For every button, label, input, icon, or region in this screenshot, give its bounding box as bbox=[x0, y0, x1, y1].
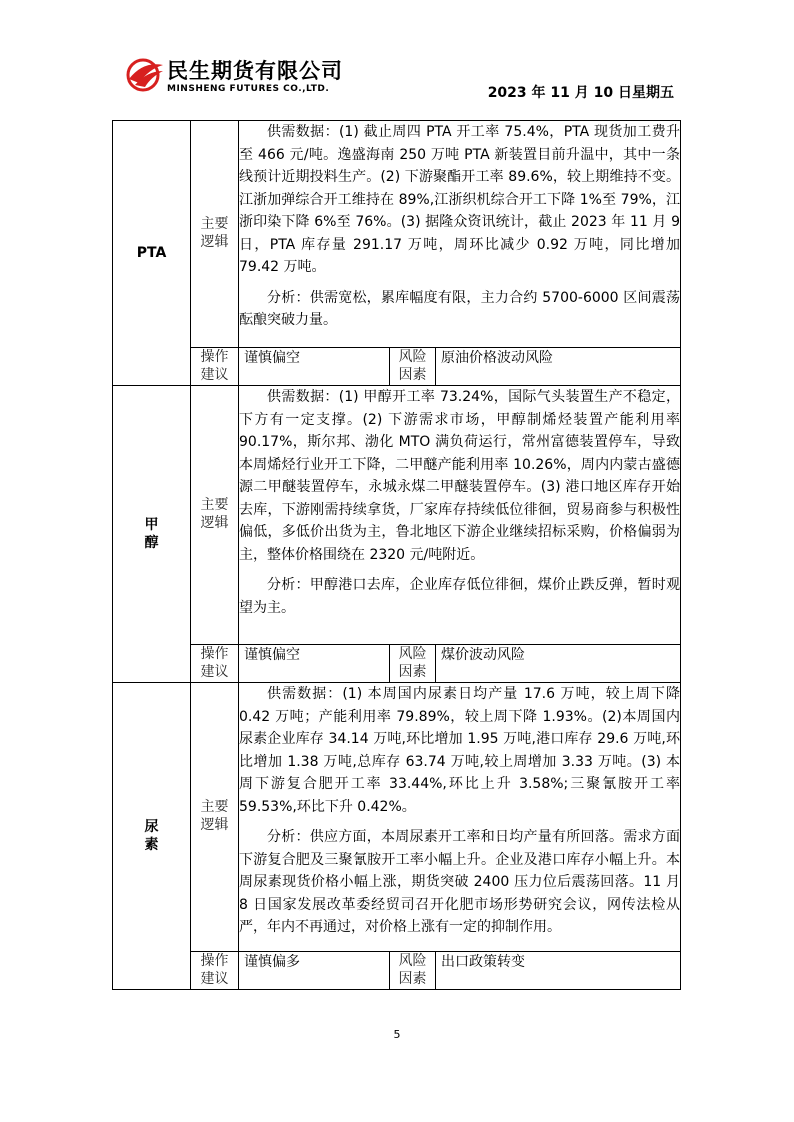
logic-content bbox=[239, 683, 681, 952]
logic-label bbox=[191, 386, 239, 645]
op-value: 谨慎偏多 bbox=[239, 952, 390, 989]
paragraph: 供需数据：(1) 甲醇开工率 73.24%，国际气头装置生产不稳定，下方有一定支撑。(2) 下游需求市场，甲醇制烯烃装置产能利用率 90.17%，斯尔邦、渤化 MTO 满负荷运行，常州富德装置停车，导致本周烯烃行业开工下降，二甲醚产能利用率 10.26%，周内内蒙古盛德源二甲醚装置停车，永城永煤二甲醚装置停车。(3) 港口地区库存开始去库，下游刚需持续拿货，厂家库存持续低位徘徊，贸易商参与积极性偏低，多低价出货为主，鲁北地区下游企业继续招标采购，价格偏弱为主，整体价格围绕在 2320 元/吨附近。 bbox=[239, 389, 680, 563]
minsheng-logo-icon bbox=[125, 57, 165, 93]
op-cell bbox=[239, 952, 681, 990]
risk-label-text: 风险因素 bbox=[398, 349, 427, 383]
section-name-text: 尿素 bbox=[144, 819, 159, 853]
company-name-en: MINSHENG FUTURES CO.,LTD. bbox=[167, 84, 330, 94]
op-label bbox=[191, 348, 239, 386]
logic-label-text: 主要逻辑 bbox=[200, 216, 229, 250]
logic-label-text: 主要逻辑 bbox=[200, 497, 229, 531]
paragraph: 供需数据：(1) 截止周四 PTA 开工率 75.4%，PTA 现货加工费升至 466 元/吨。逸盛海南 250 万吨 PTA 新装置目前升温中，其中一条线预计近期投料生产。(2) 下游聚酯开工率 89.6%，较上期维持不变。江浙加弹综合开工维持在 89%,江浙织机综合开工下降 1%至 79%，江浙印染下降 6%至 76%。(3) 据隆众资讯统计，截止 2023 年 11 月 9 日，PTA 库存量 291.17 万吨，周环比减少 0.92 万吨，同比增加 79.42 万吨。 bbox=[239, 124, 680, 275]
paragraph: 分析：供需宽松，累库幅度有限，主力合约 5700-6000 区间震荡酝酿突破力量。 bbox=[239, 289, 680, 328]
op-cell bbox=[239, 645, 681, 683]
commodity-table bbox=[112, 120, 681, 990]
section-name bbox=[113, 386, 191, 683]
paragraph: 分析：供应方面，本周尿素开工率和日均产量有所回落。需求方面下游复合肥及三聚氰胺开工率小幅上升。企业及港口库存小幅上升。本周尿素现货价格小幅上涨，期货突破 2400 压力位后震荡回落。11 月 8 日国家发展改革委经贸司召开化肥市场形势研究会议，网传法检从严，年内不再通过，对价格上涨有一定的抑制作用。 bbox=[239, 829, 680, 935]
risk-value: 原油价格波动风险 bbox=[441, 350, 553, 366]
logic-label bbox=[191, 683, 239, 952]
risk-label bbox=[390, 952, 436, 989]
section-methanol-op-row bbox=[113, 645, 681, 683]
op-label bbox=[191, 645, 239, 683]
op-cell bbox=[239, 348, 681, 386]
op-label-text: 操作建议 bbox=[200, 953, 229, 987]
risk-label-text: 风险因素 bbox=[398, 953, 427, 987]
report-date: 2023 年 11 月 10 日星期五 bbox=[487, 85, 674, 101]
risk-label bbox=[390, 645, 436, 682]
paragraph: 供需数据：(1) 本周国内尿素日均产量 17.6 万吨，较上周下降 0.42 万吨；产能利用率 79.89%，较上周下降 1.93%。(2)本周国内尿素企业库存 34.14 万吨,环比增加 1.95 万吨,港口库存 29.6 万吨,环比增加 1.38 万吨,总库存 63.74 万吨,较上周增加 3.33 万吨。(3) 本周下游复合肥开工率 33.44%,环比上升 3.58%;三聚氰胺开工率 59.53%,环比下升 0.42%。 bbox=[239, 686, 680, 815]
section-methanol-logic-row bbox=[113, 386, 681, 645]
risk-value: 煤价波动风险 bbox=[441, 647, 525, 663]
section-urea-op-row bbox=[113, 952, 681, 990]
risk-label-text: 风险因素 bbox=[398, 646, 427, 680]
logic-label bbox=[191, 121, 239, 348]
logic-label-text: 主要逻辑 bbox=[200, 799, 229, 833]
section-urea-logic-row bbox=[113, 683, 681, 952]
paragraph: 分析：甲醇港口去库，企业库存低位徘徊，煤价止跌反弹，暂时观望为主。 bbox=[239, 577, 680, 616]
section-name bbox=[113, 683, 191, 990]
section-name: PTA bbox=[113, 121, 191, 386]
section-name-text: 甲醇 bbox=[144, 517, 159, 551]
op-value: 谨慎偏空 bbox=[239, 348, 390, 385]
company-logo bbox=[125, 55, 365, 105]
risk-value: 出口政策转变 bbox=[441, 954, 525, 970]
op-label bbox=[191, 952, 239, 990]
company-name-cn: 民生期货有限公司 bbox=[167, 59, 343, 83]
page-header bbox=[0, 0, 794, 110]
page-number: 5 bbox=[393, 1028, 401, 1041]
logic-content bbox=[239, 386, 681, 645]
op-label-text: 操作建议 bbox=[200, 646, 229, 680]
op-label-text: 操作建议 bbox=[200, 349, 229, 383]
risk-label bbox=[390, 348, 436, 385]
section-pta-logic-row bbox=[113, 121, 681, 348]
section-pta-op-row bbox=[113, 348, 681, 386]
op-value: 谨慎偏空 bbox=[239, 645, 390, 682]
logic-content bbox=[239, 121, 681, 348]
